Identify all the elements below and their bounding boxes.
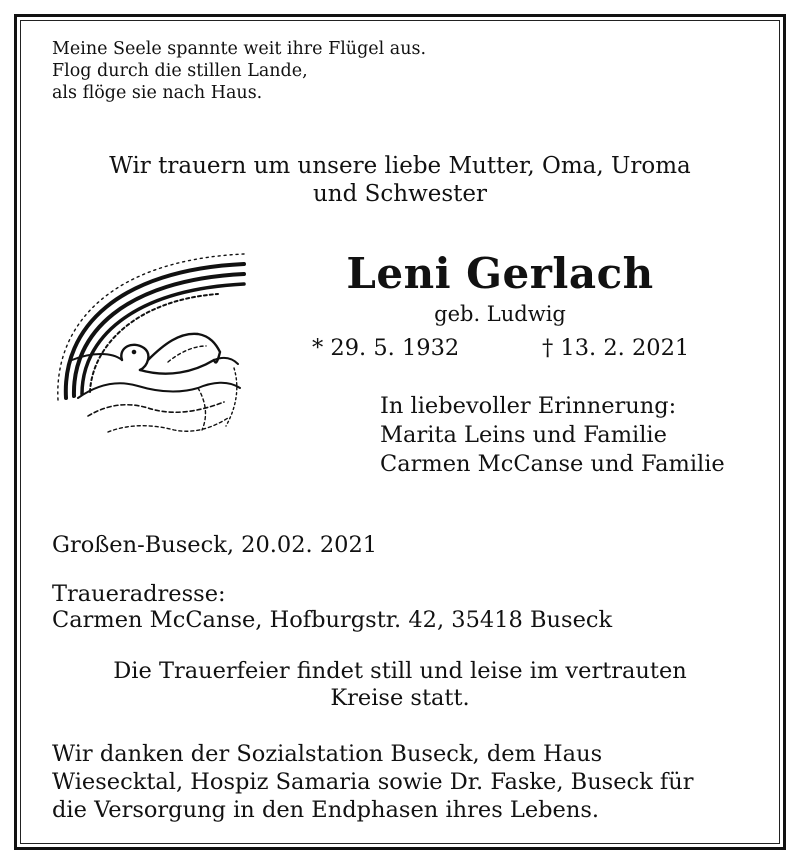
- thanks-line: Wir danken der Sozialstation Buseck, dem Haus: [52, 741, 603, 767]
- birth-date: * 29. 5. 1932: [312, 335, 460, 361]
- mourners-block: [380, 392, 725, 479]
- intro-line: Wir trauern um unsere liebe Mutter, Oma, Uroma: [109, 153, 691, 179]
- thanks-line: die Versorgung in den Endphasen ihres Lebens.: [52, 797, 600, 823]
- dove-rainbow-hands-icon: [48, 248, 248, 448]
- poem-line: Meine Seele spannte weit ihre Flügel aus.: [52, 39, 427, 59]
- death-date: † 13. 2. 2021: [542, 335, 690, 361]
- place-date: Großen-Buseck, 20.02. 2021: [52, 532, 378, 558]
- funeral-line: Die Trauerfeier findet still und leise im vertrauten: [113, 658, 687, 684]
- poem-line: als flöge sie nach Haus.: [52, 83, 263, 103]
- poem-line: Flog durch die stillen Lande,: [52, 61, 308, 81]
- mourning-intro: [0, 152, 800, 208]
- mourner-name: Carmen McCanse und Familie: [380, 451, 725, 477]
- intro-line: und Schwester: [312, 181, 488, 207]
- thanks-line: Wiesecktal, Hospiz Samaria sowie Dr. Faske, Buseck für: [52, 769, 694, 795]
- thanks-note: [52, 740, 694, 824]
- mourner-name: Marita Leins und Familie: [380, 422, 667, 448]
- funeral-note: [0, 658, 800, 712]
- poem: [52, 38, 426, 104]
- mourners-heading: In liebevoller Erinnerung:: [380, 393, 677, 419]
- funeral-line: Kreise statt.: [330, 685, 470, 711]
- address-label: Traueradresse:: [52, 581, 226, 607]
- birth-name: geb. Ludwig: [434, 302, 566, 326]
- deceased-name: Leni Gerlach: [346, 249, 654, 298]
- address-value: Carmen McCanse, Hofburgstr. 42, 35418 Buseck: [52, 607, 613, 633]
